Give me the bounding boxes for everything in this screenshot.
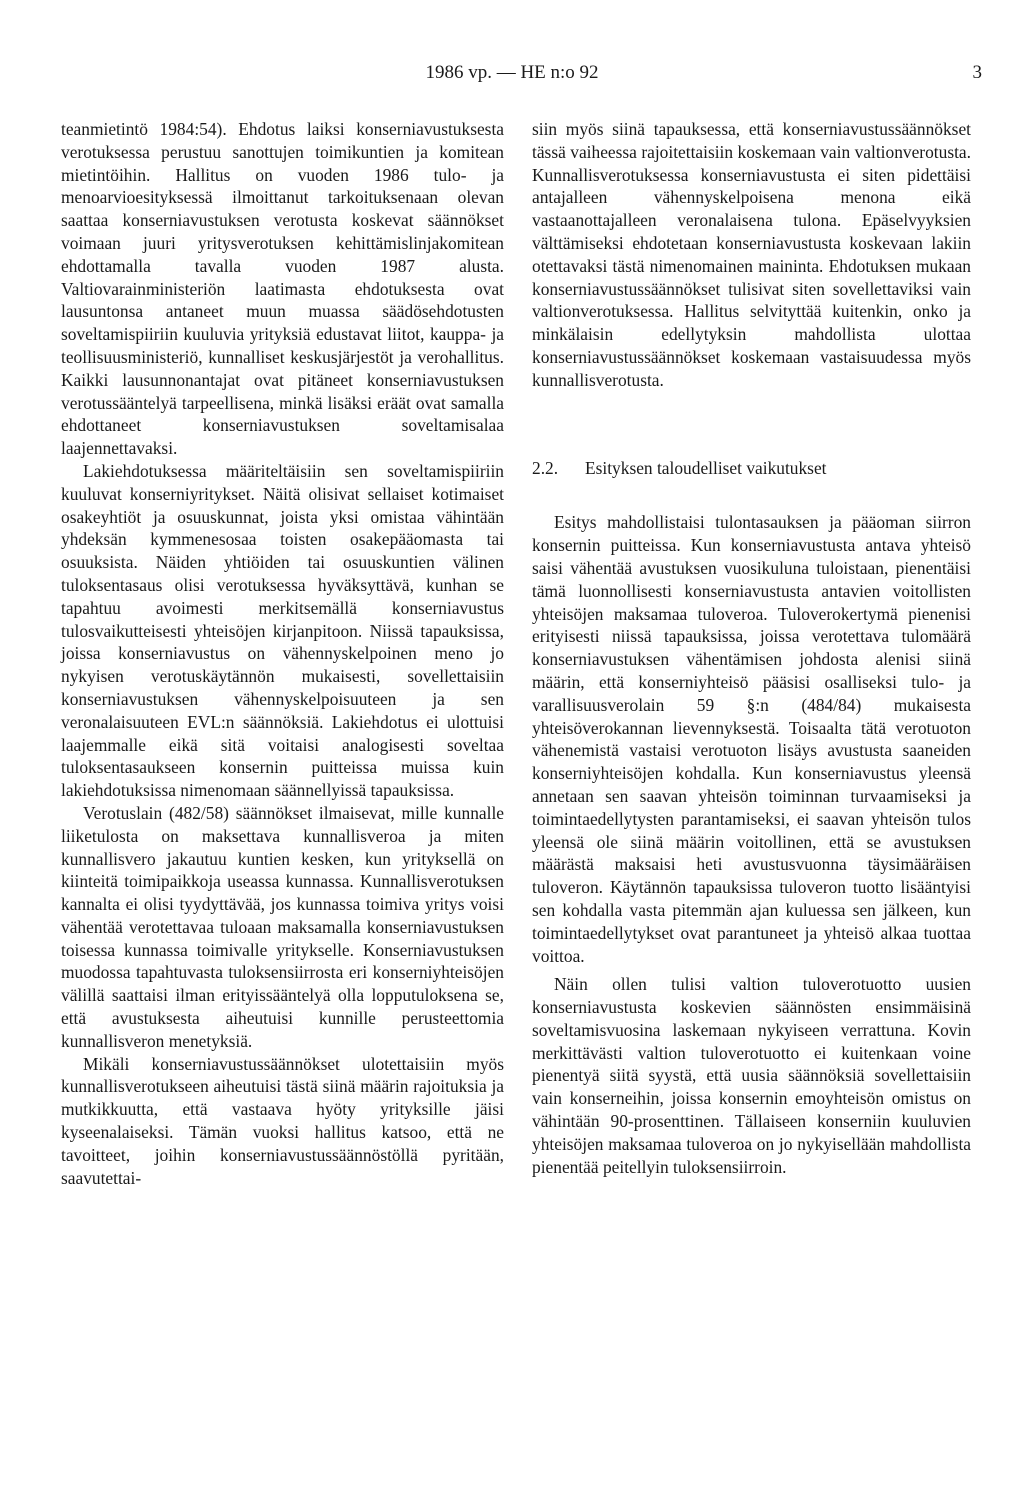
section-heading [532,457,971,480]
section-title: Esityksen taloudelliset vaikutukset [585,457,827,478]
paragraph: Verotuslain (482/58) säännökset ilmaisevat, mille kunnalle liiketulosta on maksettava kunnallisveroa ja miten kunnallisvero jakautuu kuntien kesken, kun yrityksellä on kiinteitä toimipaikkoja useassa kunnassa. Kunnallisverotuksen kannalta ei olisi tyydyttävää, jos kunnassa toimiva yritys voisi vähentää verotettavaa tuloaan maksamalla konserniavustuksen toisessa kunnassa toimivalle yritykselle. Konserniavustuksen muodossa tapahtuvasta tuloksensiirrosta eri konserniyhteisöjen välillä saattaisi ilman erityissääntelyä olla lopputuloksena se, että avustuksesta aiheutuisi kunnille perusteettomia kunnallisveron menetyksiä. [61,802,504,1051]
right-column [532,118,971,1178]
paragraph: siin myös siinä tapauksessa, että konserniavustussäännökset tässä vaiheessa rajoitettaisiin koskemaan vain valtionverotusta. Kunnallisverotuksessa konserniavustusta ei siten pidettäisi antajalleen vähennyskelpoisena menona eikä vastaanottajalleen veronalaisena tulona. Epäselvyyksien välttämiseksi ehdotetaan konserniavustusta koskevaan lakiin otettavaksi tästä nimenomainen maininta. Ehdotuksen mukaan konserniavustussäännökset tulisivat siten sovellettaviksi vain valtionverotuksessa. Hallitus selvityttää kuitenkin, onko ja minkälaisin edellytyksin mahdollista ulottaa konserniavustussäännökset koskemaan vastaisuudessa myös kunnallisverotusta. [532,119,971,390]
paragraph: teanmietintö 1984:54). Ehdotus laiksi konserniavustuksesta verotuksessa perustuu sanottujen toimikuntien ja komitean mietintöihin. Hallitus on vuoden 1986 tulo- ja menoarvioesityksessä ilmoittanut tarkoituksenaan olevan saattaa konserniavustuksen verotusta koskevat säännökset voimaan juuri yritysverotuksen kehittämislinjakomitean ehdottamalla tavalla vuoden 1987 alusta. Valtiovarainministeriön laatimasta ehdotuksesta ovat lausuntonsa antaneet muun muassa säädösehdotusten soveltamispiiriin kuuluvia yrityksiä edustavat liitot, kauppa- ja teollisuusministeriö, kunnalliset keskusjärjestöt ja verohallitus. Kaikki lausunnonantajat ovat pitäneet konserniavustuksen verotussääntelyä tarpeellisena, minkä lisäksi eräät ovat samalla ehdottaneet konserniavustuksen soveltamisalaa laajennettavaksi. [61,119,504,459]
left-column [61,118,504,1189]
paragraph: Esitys mahdollistaisi tulontasauksen ja pääoman siirron konsernin puitteissa. Kun konserniavustusta antava yhteisö saisi vähentää avustuksen vuosikuluna tuloistaan, pienentäisi tämä luonnollisesti konserniavustusta antavien voitollisten yhteisöjen maksamaa tuloveroa. Tuloverokertymä pienenisi erityisesti niissä tapauksissa, joissa verotettava tulomäärä konserniavustuksen vähentämisen johdosta alenisi siinä määrin, että konserniyhteisö pääsisi osalliseksi tulo- ja varallisuusverolain 59 §:n (484/84) mukaisesta yhteisöverokannan lievennyksestä. Toisaalta tätä verotuoton vähenemistä vastaisi verotuoton lisäys avustusta saaneiden konserniyhteisöjen kohdalla. Kun konserniavustus yleensä annetaan sen saavan yhteisön toiminnan turvaamiseksi ja toimintaedellytysten parantamiseksi, ei saavan yhteisön tulos yleensä ole siinä määrin voitollinen, että se avustuksen määrästä maksaisi heti avustusvuonna täysimääräisen tuloveron. Käytännön tapauksissa tuloveron tuotto lisääntyisi sen kohdalla vasta pitemmän ajan kuluessa sen jälkeen, kun toimintaedellytykset ovat parantuneet ja yhteisö alkaa tuottaa voittoa. [532,512,971,966]
paragraph: Näin ollen tulisi valtion tuloverotuotto uusien konserniavustusta koskevien säännösten ensimmäisinä soveltamisvuosina laskemaan nykyiseen verrattuna. Kovin merkittävästi valtion tuloverotuotto ei kuitenkaan voine pienentyä siitä syystä, että uusia säännöksiä sovellettaisiin vain konserneihin, joissa konsernin emoyhteisön omistus on vähintään 90-prosenttinen. Tällaiseen konserniin kuuluvien yhteisöjen maksamaa tuloveroa on jo nykyisellään mahdollista pienentää peitellyin tuloksensiirroin. [532,974,971,1177]
page-number: 3 [972,62,982,83]
paragraph: Mikäli konserniavustussäännökset ulotettaisiin myös kunnallisverotukseen aiheutuisi tästä siinä määrin rajoituksia ja mutkikkuutta, että vastaava hyöty yrityksille jäisi kyseenalaiseksi. Tämän vuoksi hallitus katsoo, että ne tavoitteet, joihin konserniavustussäännöstöllä pyritään, saavutettai- [61,1053,504,1188]
section-number: 2.2. [532,457,559,478]
page-header [0,62,1024,90]
paragraph: Lakiehdotuksessa määriteltäisiin sen soveltamispiiriin kuuluvat konserniyritykset. Näitä olisivat sellaiset kotimaiset osakeyhtiöt ja osuuskunnat, joista yksi omistaa vähintään yhdeksän kymmenesosaa toisten osakepääomasta tai osuuksista. Näiden yhtiöiden tai osuuskuntien välinen tuloksentasaus olisi verotuksessa hyväksyttävä, kunhan se tapahtuu avoimesti merkitsemällä konserniavustus tulosvaikutteisesti yhteisöjen kirjanpitoon. Niissä tapauksissa, joissa konserniavustus on vähennyskelpoinen meno jo nykyisen verotuskäytännön mukaisesti, sovellettaisiin konserniavustuksen vähennyskelpoisuuteen ja sen veronalaisuuteen EVL:n säännöksiä. Lakiehdotus ei ulottuisi laajemmalle eikä sitä voitaisi analogisesti soveltaa tuloksentasaukseen konsernin puitteissa muissa kuin lakiehdotuksissa nimenomaan säännellyissä tapauksissa. [61,460,504,801]
running-title: 1986 vp. — HE n:o 92 [425,62,599,83]
